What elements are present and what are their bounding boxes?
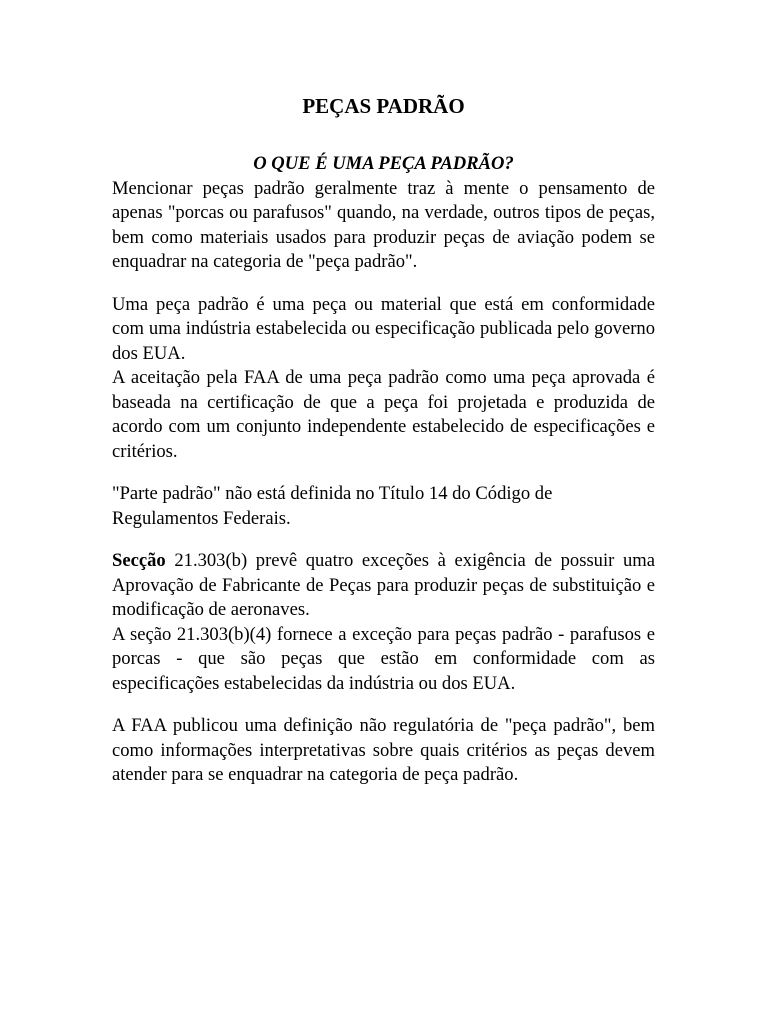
paragraph-title-14: "Parte padrão" não está definida no Título 14 do Código de Regulamentos Federais.	[112, 483, 553, 529]
section-text: 21.303(b) prevê quatro exceções à exigência de possuir uma Aprovação de Fabricante de Peças para produzir peças de substituição e modificação de aeronaves.	[112, 550, 655, 620]
paragraph-section-21303b4: A seção 21.303(b)(4) fornece a exceção para peças padrão - parafusos e porcas - que são peças que estão em conformidade com as especificações estabelecidas da indústria ou dos EUA.	[112, 623, 655, 694]
document-page	[112, 92, 655, 788]
paragraph-faa-acceptance: A aceitação pela FAA de uma peça padrão como uma peça aprovada é baseada na certificação de que a peça foi projetada e produzida de acordo com um conjunto independente estabelecido de especificações e critérios.	[112, 367, 655, 462]
paragraph-section-21303b	[112, 549, 655, 623]
paragraph-faa-definition: A FAA publicou uma definição não regulatória de "peça padrão", bem como informações interpretativas sobre quais critérios as peças devem atender para se enquadrar na categoria de peça padrão.	[112, 715, 655, 785]
section-label: Secção	[112, 550, 166, 571]
paragraph-definition: Uma peça padrão é uma peça ou material que está em conformidade com uma indústria estabelecida ou especificação publicada pelo governo dos EUA.	[112, 293, 655, 364]
page-title: PEÇAS PADRÃO	[302, 94, 465, 118]
paragraph-intro: Mencionar peças padrão geralmente traz à mente o pensamento de apenas "porcas ou parafusos" quando, na verdade, outros tipos de peças, bem como materiais usados para produzir peças de aviação podem se enquadrar na categoria de "peça padrão".	[112, 177, 655, 272]
section-heading: O QUE É UMA PEÇA PADRÃO?	[253, 153, 514, 174]
